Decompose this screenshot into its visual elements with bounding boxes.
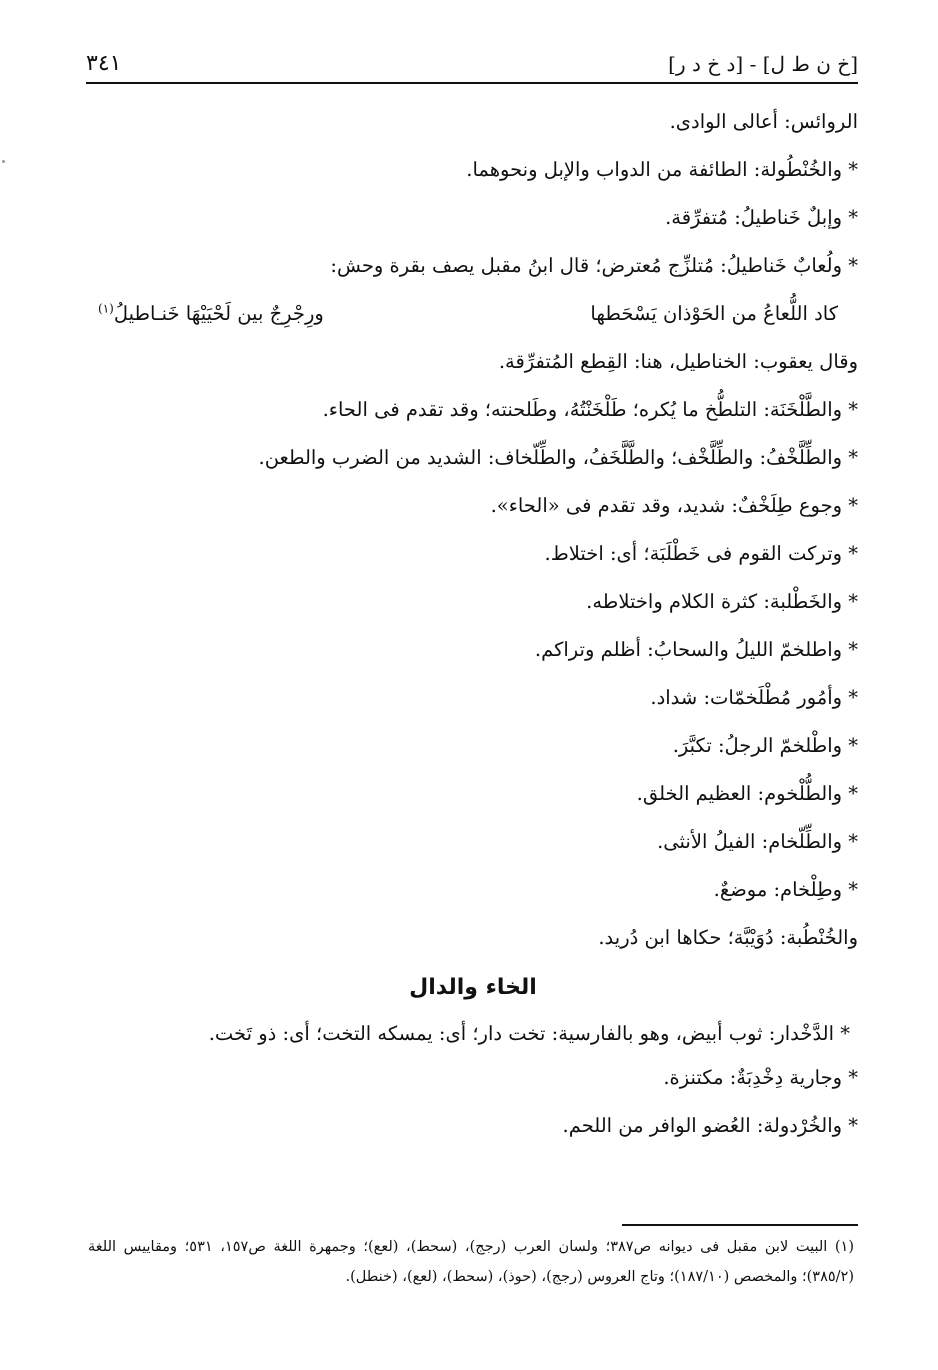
text-line: * واطْلخمّ الرجلُ: تكبَّرَ. bbox=[672, 734, 858, 757]
verse-second-hemistich-text: ورِجْرِجٌ بين لَحْيَيْهَا خَنـاطيلُ bbox=[113, 302, 324, 325]
text-line: * والطُّلْخوم: العظيم الخلق. bbox=[636, 782, 858, 805]
text-line: * والخَطْلبة: كثرة الكلام واختلاطه. bbox=[586, 590, 858, 613]
text-line: * وطِلْخام: موضعٌ. bbox=[713, 878, 858, 901]
footnote: (١) البيت لابن مقبل فى ديوانه ص٣٨٧؛ ولسان العرب (رجج)، (سحط)، (لعع)؛ وجمهرة اللغة ص١٥٧، ٥٣١؛ ومقاييس اللغة (٣٨٥/٢)؛ والمخصص (١٨٧/١٠)؛ وتاج العروس (رجج)، (حوذ)، (سحط)، (لعع)، (خنطل). bbox=[88, 1239, 855, 1285]
text-line: * ولُعابٌ خَناطيلُ: مُتلزِّج مُعترض؛ قال ابنُ مقبل يصف بقرة وحش: bbox=[330, 254, 858, 277]
text-line: الروائس: أعالى الوادى. bbox=[669, 110, 858, 133]
text-line: * وجوع طِلَخْفٌ: شديد، وقد تقدم فى «الحاء». bbox=[490, 494, 858, 517]
text-line: * والطِّلَّخْفُ: والطِّلَّخْف؛ والطَّلَّخَفُ، والطِّلّخاف: الشديد من الضرب والطعن. bbox=[258, 446, 858, 469]
text-line: * والخُرْدولة: العُضو الوافر من اللحم. bbox=[562, 1114, 858, 1137]
poetry-verse bbox=[88, 290, 858, 338]
margin-mark bbox=[2, 160, 5, 163]
footnotes bbox=[88, 1232, 854, 1292]
text-line: * وجارية دِخْدِبَةٌ: مكتنزة. bbox=[663, 1066, 858, 1089]
verse-second-hemistich bbox=[98, 290, 324, 338]
text-paragraph: * الدَّخْدار: ثوب أبيض، وهو بالفارسية: تخت دار؛ أى: يمسكه التخت؛ أى: ذو تَخت. bbox=[208, 1022, 850, 1045]
text-line: * وإبلٌ خَناطيلُ: مُتفرِّقة. bbox=[665, 206, 858, 229]
text-line: * والطَّلْخَنَة: التلطُّخ ما يُكره؛ طَلْخَنْتُهُ، وطَلحنته؛ وقد تقدم فى الحاء. bbox=[322, 398, 858, 421]
text-line: وقال يعقوب: الخناطيل، هنا: القِطع المُتفرِّقة. bbox=[498, 350, 858, 373]
text-line: * وتركت القوم فى خَطْلَبَة؛ أى: اختلاط. bbox=[544, 542, 858, 565]
main-text bbox=[88, 98, 858, 1150]
page-number: ٣٤١ bbox=[86, 51, 122, 76]
header-title: [خ ن ط ل] - [د خ د ر] bbox=[668, 52, 858, 76]
section-heading: الخاء والدال bbox=[409, 975, 537, 1000]
text-line: * والخُنْطُولة: الطائفة من الدواب والإبل ونحوهما. bbox=[466, 158, 858, 181]
text-line: * واطلخمّ الليلُ والسحابُ: أظلم وتراكم. bbox=[534, 638, 858, 661]
page-header bbox=[86, 50, 858, 86]
verse-first-hemistich: كاد اللُّعاعُ من الحَوْذان يَسْحَطها bbox=[590, 302, 838, 325]
footnote-reference: (١) bbox=[98, 301, 114, 316]
footnote-rule bbox=[622, 1224, 858, 1226]
text-line: * والطِّلّخام: الفيلُ الأنثى. bbox=[657, 830, 858, 853]
header-rule bbox=[86, 82, 858, 84]
text-line: * وأمُور مُطْلَخمّات: شداد. bbox=[650, 686, 858, 709]
text-line: والخُنْطُبة: دُوَيْبَّة؛ حكاها ابن دُريد. bbox=[598, 926, 858, 949]
